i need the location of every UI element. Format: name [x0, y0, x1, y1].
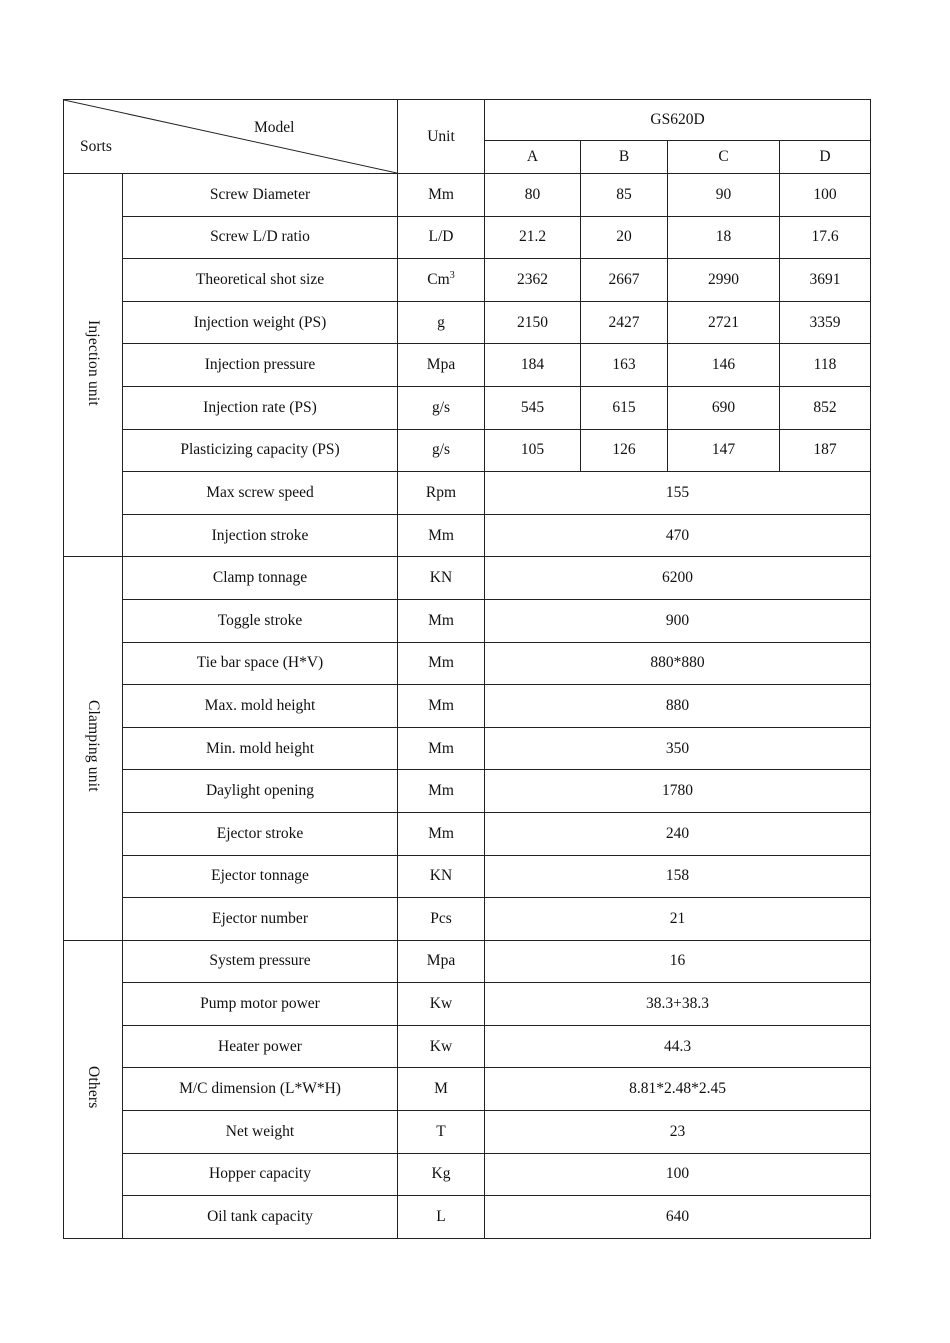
variant-header: C	[668, 141, 780, 174]
unit-text: Pcs	[430, 909, 452, 927]
value-cell: 615	[581, 386, 668, 429]
unit-cell	[398, 599, 485, 642]
value-cell-merged: 240	[485, 812, 871, 855]
spec-row	[64, 472, 871, 515]
value-cell: 126	[581, 429, 668, 472]
value-cell: 2667	[581, 259, 668, 302]
unit-cell	[398, 259, 485, 302]
section-label-cell	[64, 940, 123, 1238]
corner-sorts-label: Sorts	[80, 138, 112, 155]
unit-text: Mm	[428, 696, 454, 714]
value-cell-merged: 470	[485, 514, 871, 557]
param-label: Net weight	[123, 1111, 398, 1154]
unit-cell	[398, 812, 485, 855]
unit-text: Mm	[428, 654, 454, 672]
spec-row	[64, 812, 871, 855]
value-cell-merged: 1780	[485, 770, 871, 813]
spec-row	[64, 301, 871, 344]
value-cell-merged: 155	[485, 472, 871, 515]
spec-row	[64, 983, 871, 1026]
unit-cell	[398, 429, 485, 472]
value-cell: 2427	[581, 301, 668, 344]
value-cell-merged: 44.3	[485, 1025, 871, 1068]
param-label: Injection rate (PS)	[123, 386, 398, 429]
section-label-cell	[64, 557, 123, 940]
param-label: Heater power	[123, 1025, 398, 1068]
value-cell-merged: 21	[485, 898, 871, 941]
unit-text: Kg	[431, 1165, 451, 1183]
unit-text: Mm	[428, 185, 454, 203]
value-cell: 146	[668, 344, 780, 387]
unit-text: L/D	[428, 228, 454, 246]
value-cell: 18	[668, 216, 780, 259]
value-cell: 2721	[668, 301, 780, 344]
unit-text: Cm	[427, 270, 450, 288]
value-cell: 100	[780, 174, 871, 217]
value-cell-merged: 350	[485, 727, 871, 770]
value-cell-merged: 158	[485, 855, 871, 898]
spec-row	[64, 514, 871, 557]
value-cell-merged: 16	[485, 940, 871, 983]
unit-text: L	[436, 1208, 446, 1226]
unit-text: Mm	[428, 824, 454, 842]
param-label: Tie bar space (H*V)	[123, 642, 398, 685]
spec-row	[64, 1025, 871, 1068]
value-cell-merged: 880*880	[485, 642, 871, 685]
value-cell: 852	[780, 386, 871, 429]
param-label: Daylight opening	[123, 770, 398, 813]
value-cell-merged: 100	[485, 1153, 871, 1196]
unit-text: Kw	[429, 995, 453, 1013]
param-label: Hopper capacity	[123, 1153, 398, 1196]
unit-text: g/s	[431, 398, 451, 416]
param-label: Injection pressure	[123, 344, 398, 387]
param-label: System pressure	[123, 940, 398, 983]
value-cell: 21.2	[485, 216, 581, 259]
value-cell-merged: 880	[485, 685, 871, 728]
param-label: Injection stroke	[123, 514, 398, 557]
spec-row	[64, 386, 871, 429]
unit-superscript: 3	[449, 269, 455, 281]
variant-header: D	[780, 141, 871, 174]
unit-text: M	[434, 1080, 448, 1098]
unit-cell	[398, 1025, 485, 1068]
unit-cell	[398, 1153, 485, 1196]
spec-row	[64, 940, 871, 983]
unit-cell	[398, 557, 485, 600]
value-cell: 2362	[485, 259, 581, 302]
unit-text: KN	[429, 867, 453, 885]
spec-row	[64, 259, 871, 302]
header-corner-cell	[64, 100, 398, 174]
unit-text: T	[436, 1122, 446, 1140]
unit-cell	[398, 1111, 485, 1154]
param-label: Max screw speed	[123, 472, 398, 515]
unit-cell	[398, 642, 485, 685]
spec-row	[64, 898, 871, 941]
spec-row	[64, 1153, 871, 1196]
param-label: Screw L/D ratio	[123, 216, 398, 259]
value-cell: 3359	[780, 301, 871, 344]
value-cell-merged: 6200	[485, 557, 871, 600]
header-row	[64, 100, 871, 141]
unit-text: Mpa	[426, 952, 456, 970]
spec-row	[64, 727, 871, 770]
spec-row	[64, 599, 871, 642]
unit-text: Kw	[429, 1037, 453, 1055]
unit-cell	[398, 472, 485, 515]
unit-cell	[398, 898, 485, 941]
model-name-header: GS620D	[485, 100, 871, 141]
value-cell: 3691	[780, 259, 871, 302]
spec-table	[63, 99, 871, 1239]
unit-cell	[398, 685, 485, 728]
param-label: Min. mold height	[123, 727, 398, 770]
spec-row	[64, 1068, 871, 1111]
param-label: Theoretical shot size	[123, 259, 398, 302]
unit-cell	[398, 770, 485, 813]
unit-text: Mm	[428, 611, 454, 629]
spec-row	[64, 770, 871, 813]
corner-model-label: Model	[254, 119, 295, 136]
param-label: Screw Diameter	[123, 174, 398, 217]
param-label: Clamp tonnage	[123, 557, 398, 600]
value-cell: 163	[581, 344, 668, 387]
value-cell: 118	[780, 344, 871, 387]
spec-row	[64, 344, 871, 387]
variant-header: B	[581, 141, 668, 174]
value-cell-merged: 23	[485, 1111, 871, 1154]
unit-cell	[398, 1068, 485, 1111]
param-label: Max. mold height	[123, 685, 398, 728]
unit-header: Unit	[398, 100, 485, 174]
param-label: M/C dimension (L*W*H)	[123, 1068, 398, 1111]
unit-cell	[398, 301, 485, 344]
unit-cell	[398, 727, 485, 770]
unit-cell	[398, 983, 485, 1026]
unit-cell	[398, 216, 485, 259]
value-cell: 80	[485, 174, 581, 217]
unit-cell	[398, 940, 485, 983]
spec-row	[64, 429, 871, 472]
section-label-cell	[64, 174, 123, 557]
param-label: Toggle stroke	[123, 599, 398, 642]
param-label: Injection weight (PS)	[123, 301, 398, 344]
value-cell: 85	[581, 174, 668, 217]
unit-text: Mm	[428, 739, 454, 757]
value-cell: 17.6	[780, 216, 871, 259]
section-label: Others	[85, 1065, 102, 1109]
param-label: Ejector number	[123, 898, 398, 941]
spec-row	[64, 685, 871, 728]
unit-text: g/s	[431, 441, 451, 459]
spec-row	[64, 174, 871, 217]
value-cell-merged: 640	[485, 1196, 871, 1239]
spec-row	[64, 557, 871, 600]
param-label: Ejector stroke	[123, 812, 398, 855]
value-cell: 90	[668, 174, 780, 217]
unit-text: Mpa	[426, 356, 456, 374]
value-cell: 2990	[668, 259, 780, 302]
spec-row	[64, 1196, 871, 1239]
value-cell: 147	[668, 429, 780, 472]
section-label: Injection unit	[85, 319, 102, 406]
unit-cell	[398, 174, 485, 217]
unit-text: KN	[429, 569, 453, 587]
value-cell-merged: 38.3+38.3	[485, 983, 871, 1026]
param-label: Pump motor power	[123, 983, 398, 1026]
value-cell: 2150	[485, 301, 581, 344]
value-cell: 105	[485, 429, 581, 472]
value-cell-merged: 8.81*2.48*2.45	[485, 1068, 871, 1111]
spec-row	[64, 642, 871, 685]
param-label: Ejector tonnage	[123, 855, 398, 898]
value-cell: 20	[581, 216, 668, 259]
unit-text: Mm	[428, 526, 454, 544]
value-cell-merged: 900	[485, 599, 871, 642]
param-label: Plasticizing capacity (PS)	[123, 429, 398, 472]
spec-row	[64, 855, 871, 898]
unit-text: g	[437, 313, 445, 331]
unit-text: Rpm	[425, 483, 457, 501]
spec-row	[64, 1111, 871, 1154]
section-label: Clamping unit	[85, 700, 102, 792]
spec-row	[64, 216, 871, 259]
unit-cell	[398, 1196, 485, 1239]
unit-cell	[398, 855, 485, 898]
unit-cell	[398, 514, 485, 557]
value-cell: 187	[780, 429, 871, 472]
value-cell: 184	[485, 344, 581, 387]
value-cell: 545	[485, 386, 581, 429]
unit-cell	[398, 386, 485, 429]
variant-header: A	[485, 141, 581, 174]
param-label: Oil tank capacity	[123, 1196, 398, 1239]
corner-diagonal	[64, 100, 397, 173]
unit-text: Mm	[428, 782, 454, 800]
unit-cell	[398, 344, 485, 387]
value-cell: 690	[668, 386, 780, 429]
